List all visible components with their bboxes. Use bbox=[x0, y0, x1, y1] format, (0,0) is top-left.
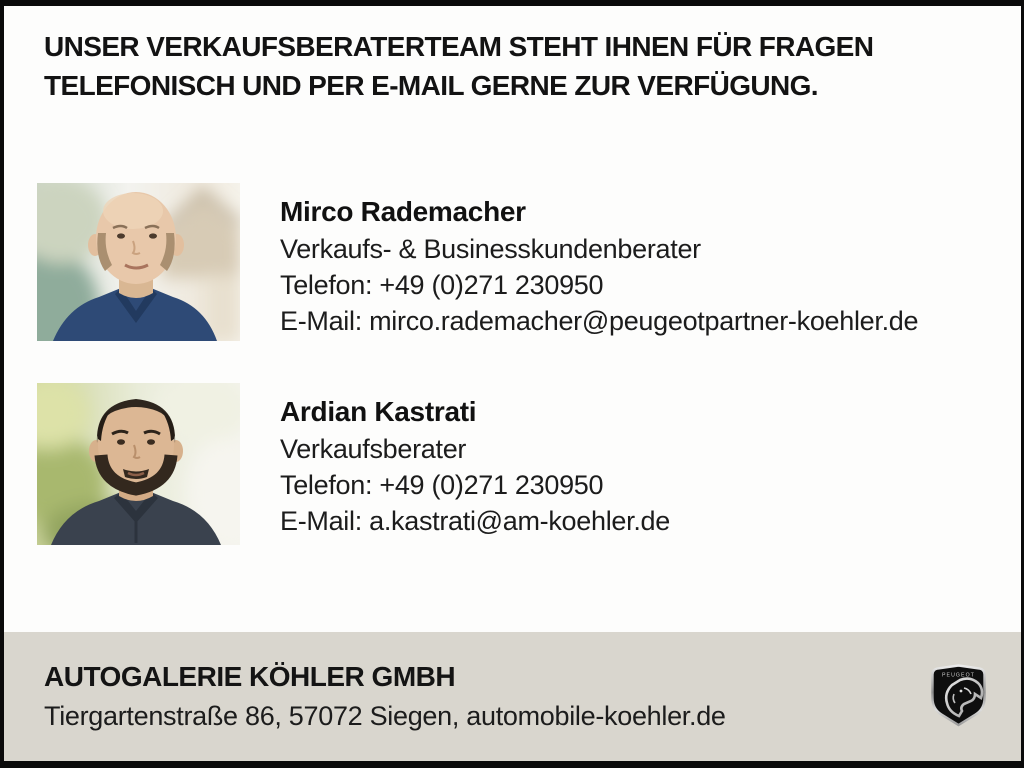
headline-line2: TELEFONISCH UND PER E-MAIL GERNE ZUR VERFÜGUNG. bbox=[44, 70, 818, 101]
contact-info-ardian-kastrati bbox=[280, 393, 670, 539]
contact-role: Verkaufs- & Businesskundenberater bbox=[280, 234, 701, 264]
frame-edge-left bbox=[0, 0, 4, 768]
portrait-photo bbox=[37, 183, 240, 341]
contact-role: Verkaufsberater bbox=[280, 434, 467, 464]
contact-name: Ardian Kastrati bbox=[280, 396, 477, 427]
contact-phone: Telefon: +49 (0)271 230950 bbox=[280, 470, 604, 500]
portrait-photo bbox=[37, 383, 240, 545]
contact-email: E-Mail: a.kastrati@am-koehler.de bbox=[280, 506, 670, 536]
contact-info-mirco-rademacher bbox=[280, 193, 918, 339]
peugeot-logo-text: PEUGEOT bbox=[941, 672, 976, 679]
headline bbox=[44, 27, 873, 105]
contact-photo-mirco-rademacher bbox=[37, 183, 240, 341]
dealer-company-name: AUTOGALERIE KÖHLER GMBH bbox=[44, 661, 456, 692]
frame-edge-bottom bbox=[0, 761, 1024, 768]
dealer-address: Tiergartenstraße 86, 57072 Siegen, automobile-koehler.de bbox=[44, 701, 726, 731]
contact-email: E-Mail: mirco.rademacher@peugeotpartner-koehler.de bbox=[280, 306, 919, 336]
frame-edge-top bbox=[0, 0, 1024, 6]
peugeot-logo bbox=[930, 664, 987, 727]
headline-line1: UNSER VERKAUFSBERATERTEAM STEHT IHNEN FÜR FRAGEN bbox=[44, 31, 874, 62]
dealer-footer bbox=[0, 632, 1024, 768]
peugeot-shield-icon bbox=[930, 664, 987, 727]
contact-phone: Telefon: +49 (0)271 230950 bbox=[280, 270, 604, 300]
contact-name: Mirco Rademacher bbox=[280, 196, 526, 227]
contact-photo-ardian-kastrati bbox=[37, 383, 240, 545]
